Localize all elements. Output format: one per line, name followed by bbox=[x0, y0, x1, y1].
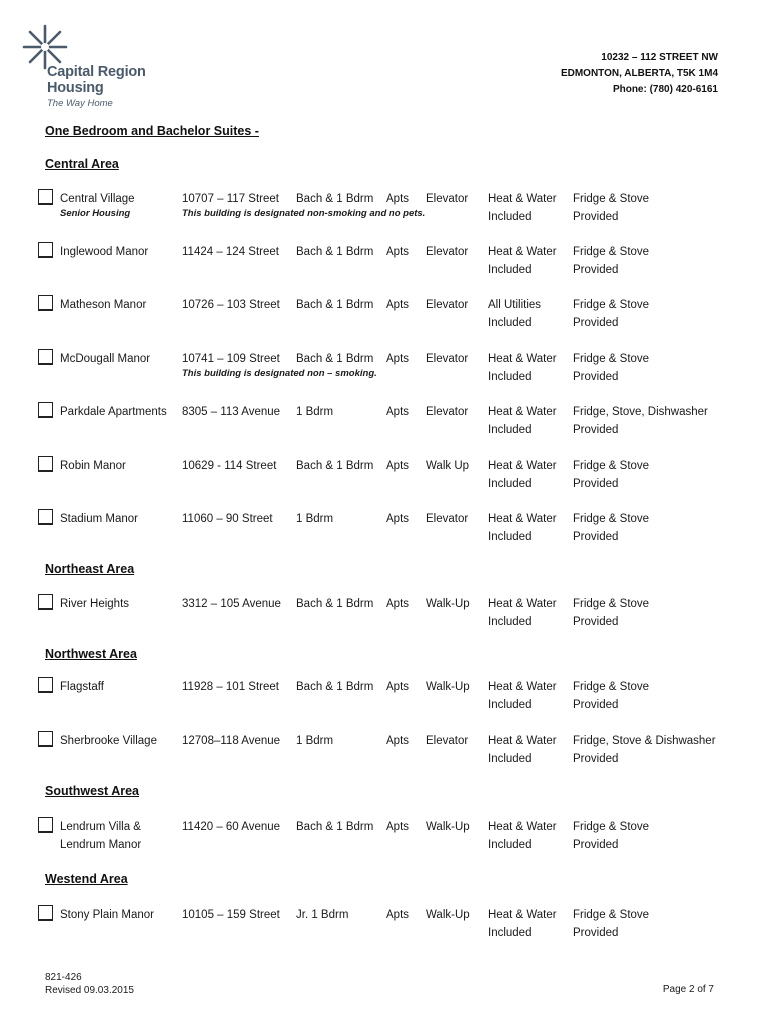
cell-address: 10629 - 114 Street bbox=[182, 460, 277, 472]
cell-name: Matheson Manor bbox=[60, 299, 147, 311]
listing-row bbox=[38, 294, 738, 334]
listing-row bbox=[38, 904, 738, 944]
cell-appl1: Fridge, Stove & Dishwasher bbox=[573, 735, 716, 747]
cell-appl2: Provided bbox=[573, 478, 619, 490]
cell-access: Walk Up bbox=[426, 460, 470, 472]
cell-util1: All Utilities bbox=[488, 299, 542, 311]
cell-util1: Heat & Water bbox=[488, 909, 557, 921]
cell-size: Bach & 1 Bdrm bbox=[296, 299, 374, 311]
listing-row bbox=[38, 730, 738, 770]
cell-access: Elevator bbox=[426, 513, 469, 525]
listing-row bbox=[38, 401, 738, 441]
section-heading: Central Area bbox=[45, 157, 119, 171]
address-phone: Phone: (780) 420-6161 bbox=[612, 84, 718, 95]
cell-access: Elevator bbox=[426, 406, 469, 418]
cell-size: Bach & 1 Bdrm bbox=[296, 246, 374, 258]
logo-tagline: The Way Home bbox=[47, 98, 113, 109]
cell-size: 1 Bdrm bbox=[296, 513, 334, 525]
select-checkbox[interactable] bbox=[38, 905, 53, 921]
cell-address: 10105 – 159 Street bbox=[182, 909, 280, 921]
select-checkbox[interactable] bbox=[38, 456, 53, 472]
cell-util1: Heat & Water bbox=[488, 193, 557, 205]
cell-util2: Included bbox=[488, 424, 532, 436]
logo-name: Capital Region Housing bbox=[47, 64, 146, 96]
cell-access: Walk-Up bbox=[426, 909, 470, 921]
cell-util1: Heat & Water bbox=[488, 513, 557, 525]
cell-address: 11060 – 90 Street bbox=[182, 513, 273, 525]
cell-util1: Heat & Water bbox=[488, 460, 557, 472]
cell-size: Bach & 1 Bdrm bbox=[296, 460, 374, 472]
name-note: Senior Housing bbox=[60, 208, 131, 219]
cell-name: Sherbrooke Village bbox=[60, 735, 157, 747]
cell-appl1: Fridge & Stove bbox=[573, 909, 650, 921]
cell-type: Apts bbox=[386, 821, 410, 833]
cell-util1: Heat & Water bbox=[488, 406, 557, 418]
section-heading: Northeast Area bbox=[45, 562, 135, 576]
cell-util1: Heat & Water bbox=[488, 598, 557, 610]
cell-util2: Included bbox=[488, 927, 532, 939]
cell-util2: Included bbox=[488, 531, 532, 543]
cell-access: Elevator bbox=[426, 246, 469, 258]
cell-util1: Heat & Water bbox=[488, 353, 557, 365]
cell-appl2: Provided bbox=[573, 317, 619, 329]
cell-util2: Included bbox=[488, 317, 532, 329]
cell-access: Walk-Up bbox=[426, 681, 470, 693]
cell-type: Apts bbox=[386, 246, 410, 258]
cell-size: Bach & 1 Bdrm bbox=[296, 821, 374, 833]
select-checkbox[interactable] bbox=[38, 817, 53, 833]
building-policy-note: This building is designated non – smoking. bbox=[182, 368, 377, 379]
cell-size: Bach & 1 Bdrm bbox=[296, 681, 374, 693]
cell-appl2: Provided bbox=[573, 927, 619, 939]
cell-util2: Included bbox=[488, 699, 532, 711]
select-checkbox[interactable] bbox=[38, 295, 53, 311]
select-checkbox[interactable] bbox=[38, 509, 53, 525]
section-heading: Westend Area bbox=[45, 872, 128, 886]
listing-row bbox=[38, 348, 738, 388]
cell-appl1: Fridge & Stove bbox=[573, 821, 650, 833]
cell-util2: Included bbox=[488, 616, 532, 628]
cell-appl2: Provided bbox=[573, 616, 619, 628]
cell-appl2: Provided bbox=[573, 699, 619, 711]
cell-address: 12708–118 Avenue bbox=[182, 735, 281, 747]
cell-size: Bach & 1 Bdrm bbox=[296, 353, 374, 365]
cell-type: Apts bbox=[386, 681, 410, 693]
office-address bbox=[561, 50, 718, 98]
cell-name: McDougall Manor bbox=[60, 353, 151, 365]
cell-size: Jr. 1 Bdrm bbox=[296, 909, 349, 921]
cell-appl1: Fridge & Stove bbox=[573, 460, 650, 472]
cell-appl2: Provided bbox=[573, 264, 619, 276]
cell-appl1: Fridge, Stove, Dishwasher bbox=[573, 406, 708, 418]
page-title: One Bedroom and Bachelor Suites - bbox=[45, 124, 259, 138]
cell-util1: Heat & Water bbox=[488, 681, 557, 693]
cell-util2: Included bbox=[488, 478, 532, 490]
cell-appl1: Fridge & Stove bbox=[573, 246, 650, 258]
cell-appl2: Provided bbox=[573, 839, 619, 851]
select-checkbox[interactable] bbox=[38, 189, 53, 205]
listing-row bbox=[38, 593, 738, 633]
cell-access: Elevator bbox=[426, 353, 469, 365]
select-checkbox[interactable] bbox=[38, 402, 53, 418]
cell-size: Bach & 1 Bdrm bbox=[296, 193, 374, 205]
cell-type: Apts bbox=[386, 460, 410, 472]
cell-util2: Included bbox=[488, 753, 532, 765]
cell-size: 1 Bdrm bbox=[296, 735, 334, 747]
select-checkbox[interactable] bbox=[38, 731, 53, 747]
cell-util1: Heat & Water bbox=[488, 246, 557, 258]
cell-util1: Heat & Water bbox=[488, 821, 557, 833]
section-heading: Northwest Area bbox=[45, 647, 137, 661]
cell-appl1: Fridge & Stove bbox=[573, 193, 650, 205]
form-number: 821-426 bbox=[45, 972, 82, 983]
cell-name: River Heights bbox=[60, 598, 130, 610]
select-checkbox[interactable] bbox=[38, 349, 53, 365]
cell-access: Walk-Up bbox=[426, 821, 470, 833]
cell-type: Apts bbox=[386, 598, 410, 610]
logo bbox=[22, 24, 162, 114]
cell-access: Elevator bbox=[426, 735, 469, 747]
cell-appl1: Fridge & Stove bbox=[573, 598, 650, 610]
cell-appl2: Provided bbox=[573, 753, 619, 765]
cell-appl2: Provided bbox=[573, 211, 619, 223]
cell-access: Walk-Up bbox=[426, 598, 470, 610]
listing-row bbox=[38, 188, 738, 228]
select-checkbox[interactable] bbox=[38, 594, 53, 610]
cell-type: Apts bbox=[386, 909, 410, 921]
cell-appl2: Provided bbox=[573, 531, 619, 543]
cell-util2: Included bbox=[488, 839, 532, 851]
cell-access: Elevator bbox=[426, 193, 469, 205]
cell-appl1: Fridge & Stove bbox=[573, 353, 650, 365]
cell-name: Lendrum Villa & bbox=[60, 821, 141, 833]
select-checkbox[interactable] bbox=[38, 677, 53, 693]
address-city: EDMONTON, ALBERTA, T5K 1M4 bbox=[560, 68, 718, 79]
cell-address: 10726 – 103 Street bbox=[182, 299, 280, 311]
cell-name: Inglewood Manor bbox=[60, 246, 149, 258]
cell-type: Apts bbox=[386, 406, 410, 418]
cell-appl2: Provided bbox=[573, 371, 619, 383]
cell-type: Apts bbox=[386, 513, 410, 525]
cell-type: Apts bbox=[386, 299, 410, 311]
cell-address: 8305 – 113 Avenue bbox=[182, 406, 281, 418]
cell-util1: Heat & Water bbox=[488, 735, 557, 747]
cell-type: Apts bbox=[386, 193, 410, 205]
cell-util2: Included bbox=[488, 211, 532, 223]
cell-name: Flagstaff bbox=[60, 681, 104, 693]
cell-util2: Included bbox=[488, 264, 532, 276]
cell-address: 11424 – 124 Street bbox=[182, 246, 279, 258]
cell-appl2: Provided bbox=[573, 424, 619, 436]
revised-date: Revised 09.03.2015 bbox=[45, 985, 134, 996]
cell-appl1: Fridge & Stove bbox=[573, 681, 650, 693]
cell-name: Central Village bbox=[60, 193, 135, 205]
cell-name: Parkdale Apartments bbox=[60, 406, 167, 418]
cell-address: 11928 – 101 Street bbox=[182, 681, 279, 693]
cell-name: Robin Manor bbox=[60, 460, 126, 472]
listing-row bbox=[38, 241, 738, 281]
building-policy-note: This building is designated non-smoking and no pets. bbox=[182, 208, 426, 219]
cell-size: Bach & 1 Bdrm bbox=[296, 598, 374, 610]
address-street: 10232 – 112 STREET NW bbox=[601, 52, 718, 63]
listing-row bbox=[38, 676, 738, 716]
cell-access: Elevator bbox=[426, 299, 469, 311]
cell-name: Stadium Manor bbox=[60, 513, 138, 525]
listing-row bbox=[38, 816, 738, 856]
cell-name2: Lendrum Manor bbox=[60, 839, 142, 851]
section-heading: Southwest Area bbox=[45, 784, 140, 798]
select-checkbox[interactable] bbox=[38, 242, 53, 258]
listing-row bbox=[38, 508, 738, 548]
cell-address: 10741 – 109 Street bbox=[182, 353, 280, 365]
cell-name: Stony Plain Manor bbox=[60, 909, 154, 921]
listing-row bbox=[38, 455, 738, 495]
page-number: Page 2 of 7 bbox=[662, 984, 714, 995]
cell-type: Apts bbox=[386, 735, 410, 747]
cell-address: 10707 – 117 Street bbox=[182, 193, 279, 205]
cell-appl1: Fridge & Stove bbox=[573, 299, 650, 311]
cell-address: 3312 – 105 Avenue bbox=[182, 598, 281, 610]
cell-util2: Included bbox=[488, 371, 532, 383]
cell-address: 11420 – 60 Avenue bbox=[182, 821, 281, 833]
cell-type: Apts bbox=[386, 353, 410, 365]
cell-size: 1 Bdrm bbox=[296, 406, 334, 418]
cell-appl1: Fridge & Stove bbox=[573, 513, 650, 525]
footer-form-info bbox=[45, 971, 134, 997]
